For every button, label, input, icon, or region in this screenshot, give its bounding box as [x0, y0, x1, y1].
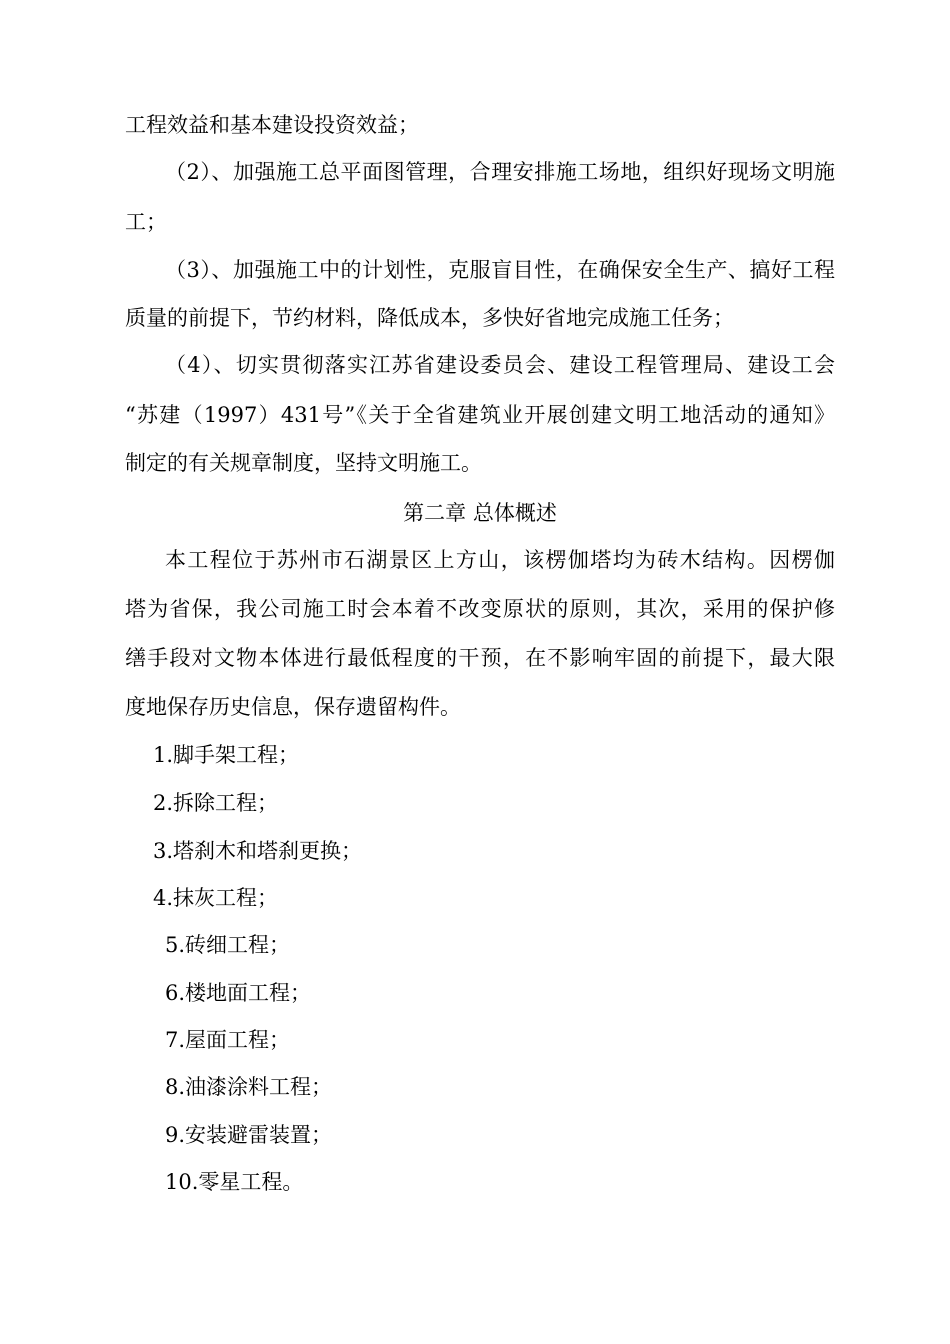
list-item: 4.抹灰工程； — [153, 886, 279, 910]
text-line: 工； — [125, 210, 167, 234]
text-line: （2）、加强施工总平面图管理，合理安排施工场地，组织好现场文明施 — [165, 160, 835, 184]
list-item: 7.屋面工程； — [165, 1028, 291, 1052]
list-item: 1.脚手架工程； — [153, 743, 300, 767]
text-line: （3）、加强施工中的计划性，克服盲目性，在确保安全生产、搞好工程 — [165, 258, 835, 282]
list-item: 6.楼地面工程； — [165, 981, 312, 1005]
chapter-title: 第二章 总体概述 — [403, 501, 557, 525]
text-line: 塔为省保，我公司施工时会本着不改变原状的原则，其次，采用的保护修 — [125, 597, 835, 621]
list-item: 3.塔刹木和塔刹更换； — [153, 839, 363, 863]
text-line: 制定的有关规章制度，坚持文明施工。 — [125, 451, 482, 475]
text-line: 度地保存历史信息，保存遗留构件。 — [125, 695, 461, 719]
list-item: 10.零星工程。 — [165, 1170, 304, 1194]
text-line: 缮手段对文物本体进行最低程度的干预，在不影响牢固的前提下，最大限 — [125, 646, 835, 670]
text-line: 本工程位于苏州市石湖景区上方山，该楞伽塔均为砖木结构。因楞伽 — [165, 548, 835, 572]
text-line: 工程效益和基本建设投资效益； — [125, 113, 419, 137]
list-item: 5.砖细工程； — [165, 933, 291, 957]
text-line: 质量的前提下，节约材料，降低成本，多快好省地完成施工任务； — [125, 306, 734, 330]
list-item: 9.安装避雷装置； — [165, 1123, 333, 1147]
text-line: （4）、切实贯彻落实江苏省建设委员会、建设工程管理局、建设工会 — [165, 353, 835, 377]
list-item: 2.拆除工程； — [153, 791, 279, 815]
list-item: 8.油漆涂料工程； — [165, 1075, 333, 1099]
text-line: “苏建（1997）431号”《关于全省建筑业开展创建文明工地活动的通知》 — [125, 403, 835, 427]
